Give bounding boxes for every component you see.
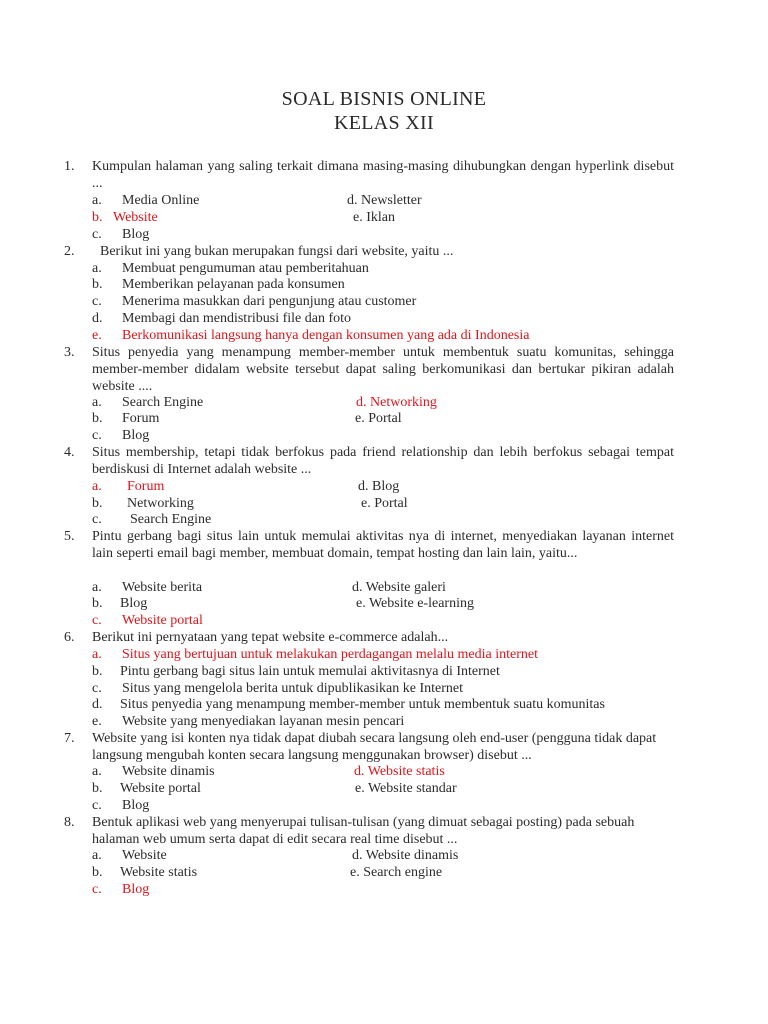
option-text: Website portal	[122, 613, 203, 628]
option-text: Website	[122, 848, 167, 863]
option-text: Forum	[127, 479, 165, 494]
option-text: Memberikan pelayanan pada konsumen	[122, 277, 345, 292]
option-letter: d.	[352, 580, 363, 595]
question-4-number: 4.	[64, 445, 75, 460]
page-title: SOAL BISNIS ONLINE	[281, 88, 487, 110]
option-text: Website berita	[122, 580, 203, 595]
option-text: Menerima masukkan dari pengunjung atau customer	[122, 294, 417, 309]
option-letter: b.	[92, 496, 103, 511]
option-letter: a.	[92, 764, 102, 779]
option-letter: d.	[347, 193, 358, 208]
option-text: Iklan	[366, 210, 395, 225]
option-text: Blog	[122, 882, 150, 897]
option-letter: d.	[358, 479, 369, 494]
question-6-text: Berikut ini pernyataan yang tepat website e-commerce adalah...	[92, 630, 449, 645]
option-letter: b.	[92, 596, 103, 611]
option-letter: e.	[355, 781, 365, 796]
question-6-option-c	[92, 681, 463, 698]
question-7-option-b	[92, 781, 201, 798]
option-letter: a.	[92, 479, 102, 494]
option-text: Blog	[122, 428, 150, 443]
option-text: Website dinamis	[365, 848, 459, 863]
option-text: Blog	[122, 798, 150, 813]
option-text: Newsletter	[361, 193, 422, 208]
question-2-number: 2.	[64, 244, 75, 259]
question-8-option-d	[352, 848, 458, 865]
option-letter: c.	[92, 613, 102, 628]
option-text: Networking	[370, 395, 437, 410]
question-8-option-b	[92, 865, 197, 882]
question-3-option-a	[92, 395, 203, 412]
question-2-option-c	[92, 294, 416, 311]
option-letter: b.	[92, 210, 103, 225]
option-letter: b.	[92, 781, 103, 796]
question-3-number: 3.	[64, 345, 75, 360]
option-letter: b.	[92, 664, 103, 679]
option-letter: c.	[92, 882, 102, 897]
option-letter: c.	[92, 428, 102, 443]
option-letter: e.	[355, 411, 365, 426]
option-letter: e.	[356, 596, 366, 611]
option-text: Situs penyedia yang menampung member-member untuk membentuk suatu komunitas	[120, 697, 605, 712]
question-3-option-d-answer	[356, 395, 437, 412]
option-text: Website statis	[367, 764, 445, 779]
option-text: Networking	[127, 496, 194, 511]
option-text: Website standar	[367, 781, 457, 796]
question-6-option-d	[92, 697, 605, 714]
option-letter: d.	[356, 395, 367, 410]
option-letter: c.	[92, 798, 102, 813]
question-7-number: 7.	[64, 731, 75, 746]
question-5-text: Pintu gerbang bagi situs lain untuk memulai aktivitas nya di internet, menyediakan layanan internet lain seperti email bagi member, membuat domain, tempat hosting dan lain lain, yaitu...	[92, 529, 674, 561]
option-text: Membuat pengumuman atau pemberitahuan	[122, 261, 369, 276]
option-letter: c.	[92, 294, 102, 309]
option-letter: b.	[92, 865, 103, 880]
option-text: Search Engine	[130, 512, 212, 527]
option-letter: e.	[92, 328, 102, 343]
question-5-option-d	[352, 580, 446, 597]
question-7-option-c	[92, 798, 149, 815]
option-letter: c.	[92, 681, 102, 696]
option-text: Blog	[372, 479, 400, 494]
question-5-option-c-answer	[92, 613, 203, 630]
option-text: Portal	[374, 496, 408, 511]
question-1-option-c	[92, 227, 149, 244]
question-1-option-b-answer	[92, 210, 158, 227]
question-2-text: Berikut ini yang bukan merupakan fungsi dari website, yaitu ...	[100, 244, 454, 259]
question-7-text: Website yang isi konten nya tidak dapat diubah secara langsung oleh end-user (pengguna tidak dapat langsung mengubah konten secara langsung menggunakan browser) disebut ...	[92, 731, 657, 763]
question-8-option-c-answer	[92, 882, 149, 899]
option-text: Portal	[368, 411, 402, 426]
option-text: Membagi dan mendistribusi file dan foto	[122, 311, 352, 326]
question-3-text: Situs penyedia yang menampung member-member untuk membentuk suatu komunitas, sehingga member-member didalam website tersebut dapat saling berkomunikasi dan bertukar pikiran adalah website ....	[92, 345, 674, 394]
option-letter: b.	[92, 277, 103, 292]
option-text: Website portal	[120, 781, 201, 796]
page-subtitle: KELAS XII	[334, 112, 434, 134]
option-text: Website statis	[120, 865, 198, 880]
question-8-text: Bentuk aplikasi web yang menyerupai tulisan-tulisan (yang dimuat sebagai posting) pada sebuah halaman web umum serta dapat di edit secara real time disebut ...	[92, 815, 635, 847]
option-text: Forum	[122, 411, 160, 426]
question-6-option-e	[92, 714, 404, 731]
option-letter: d.	[352, 848, 363, 863]
option-letter: e.	[92, 714, 102, 729]
question-2-option-d	[92, 311, 351, 328]
option-letter: a.	[92, 193, 102, 208]
option-text: Berkomunikasi langsung hanya dengan konsumen yang ada di Indonesia	[122, 328, 530, 343]
question-4-text: Situs membership, tetapi tidak berfokus pada friend relationship dan lebih berfokus sebagai tempat berdiskusi di Internet adalah website ...	[92, 445, 674, 477]
option-text: Website galeri	[365, 580, 446, 595]
question-4-option-e	[361, 496, 408, 513]
question-3-option-e	[355, 411, 402, 428]
question-4-option-b	[92, 496, 194, 513]
question-2-option-a	[92, 261, 369, 278]
question-8-number: 8.	[64, 815, 75, 830]
question-3-option-c	[92, 428, 149, 445]
option-letter: e.	[361, 496, 371, 511]
question-7-option-d-answer	[354, 764, 445, 781]
option-text: Search Engine	[122, 395, 204, 410]
question-6-number: 6.	[64, 630, 75, 645]
option-text: Website dinamis	[122, 764, 215, 779]
option-letter: a.	[92, 848, 102, 863]
question-1-number: 1.	[64, 159, 75, 174]
option-letter: a.	[92, 647, 102, 662]
option-letter: c.	[92, 227, 102, 242]
option-text: Situs yang bertujuan untuk melakukan perdagangan melalu media internet	[122, 647, 538, 662]
option-text: Website	[113, 210, 158, 225]
option-letter: a.	[92, 580, 102, 595]
question-5-number: 5.	[64, 529, 75, 544]
question-2-option-b	[92, 277, 345, 294]
option-letter: a.	[92, 395, 102, 410]
question-8-option-a	[92, 848, 167, 865]
option-text: Blog	[120, 596, 148, 611]
option-text: Website e-learning	[368, 596, 474, 611]
question-7-option-a	[92, 764, 215, 781]
question-3-option-b	[92, 411, 159, 428]
question-7-option-e	[355, 781, 457, 798]
question-1-option-a	[92, 193, 199, 210]
option-text: Blog	[122, 227, 150, 242]
option-letter: c.	[92, 512, 102, 527]
question-4-option-a-answer	[92, 479, 164, 496]
option-text: Website yang menyediakan layanan mesin pencari	[122, 714, 405, 729]
option-letter: d.	[92, 697, 103, 712]
option-text: Pintu gerbang bagi situs lain untuk memulai aktivitasnya di Internet	[120, 664, 500, 679]
option-letter: d.	[354, 764, 365, 779]
option-letter: b.	[92, 411, 103, 426]
question-5-option-a	[92, 580, 202, 597]
question-1-text: Kumpulan halaman yang saling terkait dimana masing-masing dihubungkan dengan hyperlink disebut ...	[92, 159, 674, 191]
question-1-option-d	[347, 193, 422, 210]
question-6-option-a-answer	[92, 647, 538, 664]
question-2-option-e-answer	[92, 328, 529, 345]
option-text: Situs yang mengelola berita untuk dipublikasikan ke Internet	[122, 681, 463, 696]
question-5-option-b	[92, 596, 147, 613]
question-8-option-e	[350, 865, 442, 882]
option-text: Search engine	[363, 865, 443, 880]
option-letter: a.	[92, 261, 102, 276]
question-1-option-e	[353, 210, 395, 227]
option-letter: d.	[92, 311, 103, 326]
question-4-option-c	[92, 512, 211, 529]
option-text: Media Online	[122, 193, 200, 208]
question-4-option-d	[358, 479, 399, 496]
option-letter: e.	[353, 210, 363, 225]
option-letter: e.	[350, 865, 360, 880]
question-5-option-e	[356, 596, 474, 613]
question-6-option-b	[92, 664, 500, 681]
